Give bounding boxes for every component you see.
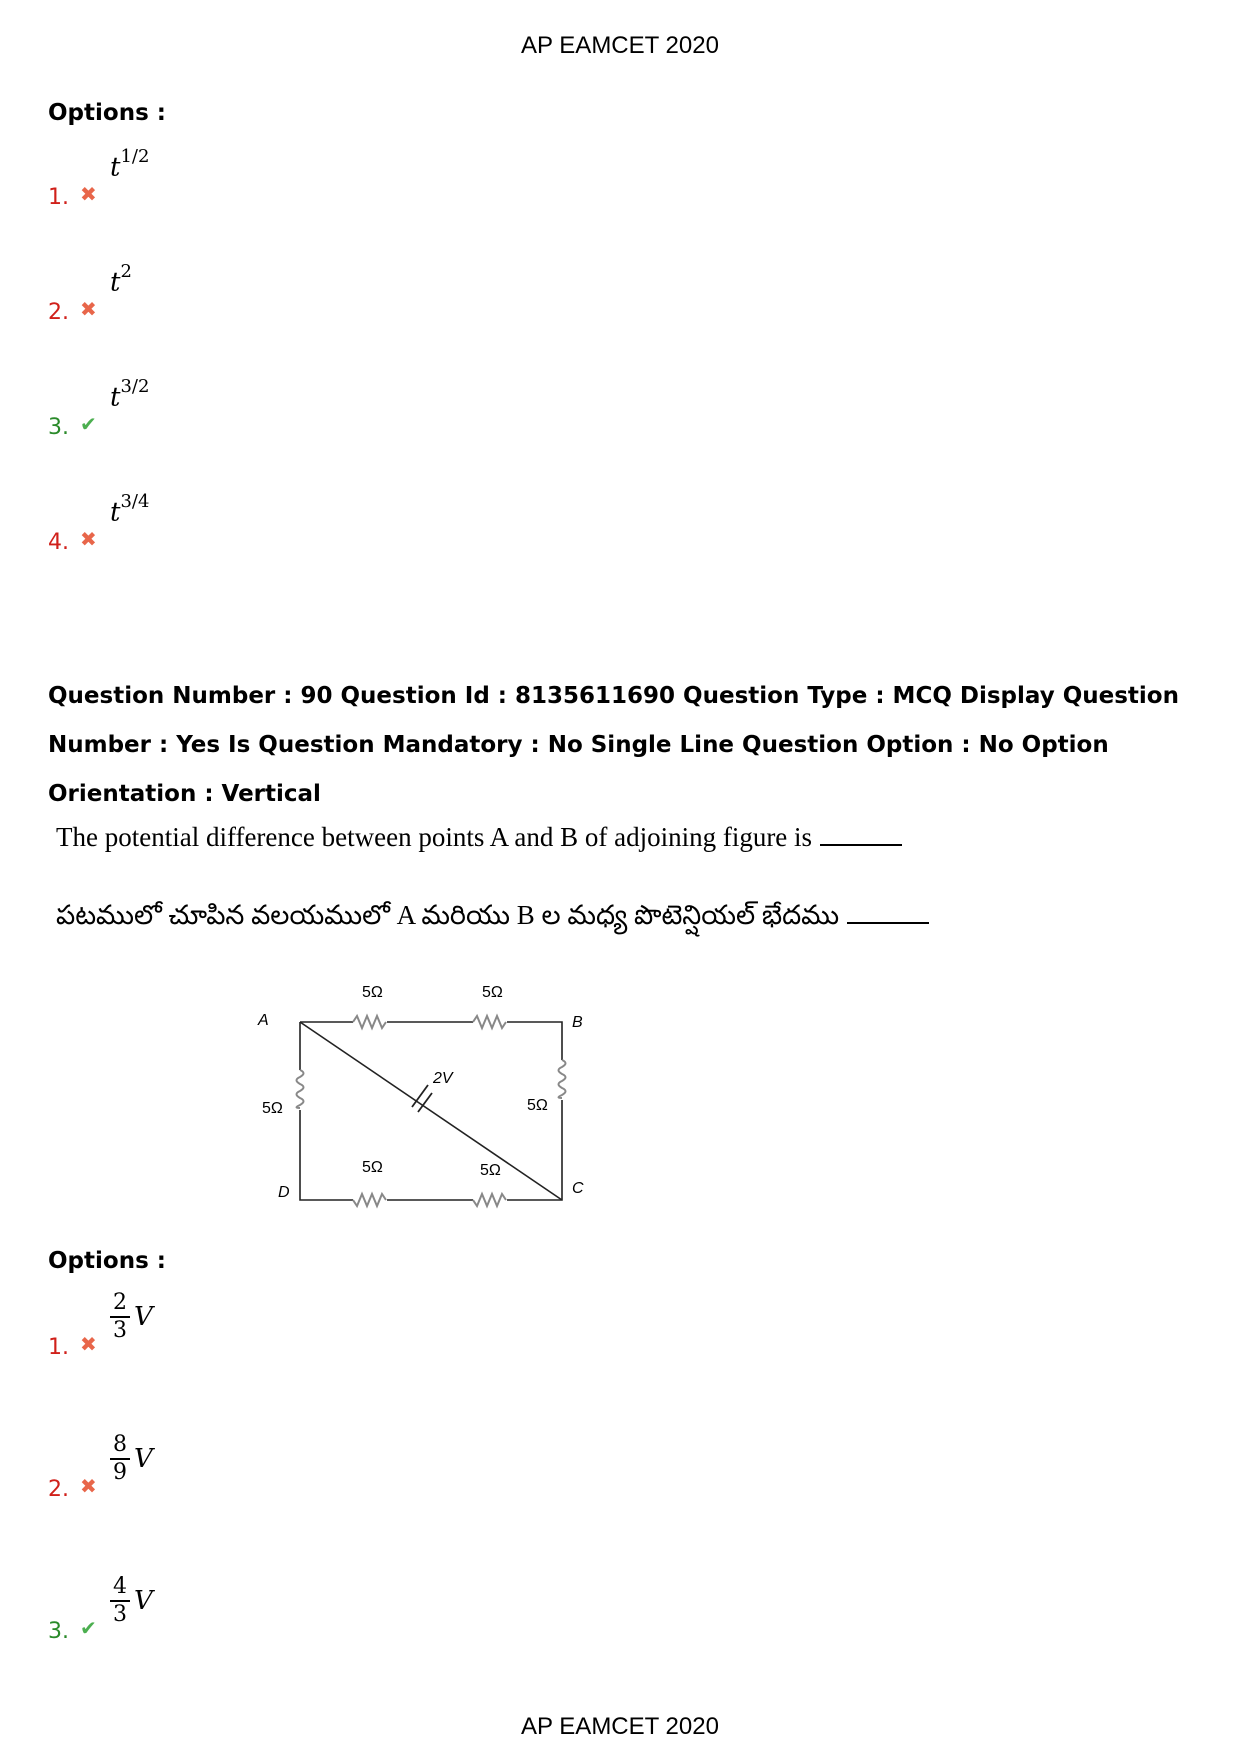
option-item	[48, 146, 448, 210]
math-base: t	[110, 152, 121, 183]
unit: V	[134, 1586, 153, 1616]
math-exponent: 3/2	[120, 376, 150, 397]
option-item	[48, 376, 448, 440]
option-number: 3.	[48, 1619, 69, 1644]
page-header: AP EAMCET 2020	[521, 32, 719, 59]
answer-blank	[820, 844, 902, 846]
node-d: D	[278, 1184, 290, 1201]
resistor-label: 5Ω	[362, 984, 383, 1001]
question-text-te	[56, 900, 929, 938]
math-exponent: 1/2	[120, 146, 150, 167]
options-label: Options :	[48, 100, 166, 126]
question-text-en	[56, 822, 902, 853]
numerator: 8	[110, 1432, 130, 1460]
option-math	[110, 376, 150, 413]
node-c: C	[572, 1180, 584, 1197]
option-fraction	[110, 1290, 153, 1344]
option-math	[110, 146, 150, 183]
denominator: 3	[113, 1318, 127, 1343]
resistor-label: 5Ω	[527, 1097, 548, 1114]
cross-icon: ✖	[80, 1474, 97, 1498]
option-number: 3.	[48, 415, 69, 440]
option-fraction	[110, 1432, 153, 1486]
check-icon: ✔	[80, 1616, 97, 1640]
option-number: 2.	[48, 300, 69, 325]
numerator: 4	[110, 1574, 130, 1602]
unit: V	[134, 1302, 153, 1332]
option-item	[48, 261, 448, 325]
unit: V	[134, 1444, 153, 1474]
node-b: B	[572, 1014, 583, 1031]
math-base: t	[110, 267, 121, 298]
math-base: t	[110, 497, 121, 528]
cross-icon: ✖	[80, 182, 97, 206]
cross-icon: ✖	[80, 527, 97, 551]
circuit-figure	[250, 975, 610, 1220]
option-number: 1.	[48, 185, 69, 210]
math-base: t	[110, 382, 121, 413]
check-icon: ✔	[80, 412, 97, 436]
resistor-label: 5Ω	[362, 1159, 383, 1176]
cross-icon: ✖	[80, 297, 97, 321]
option-item	[48, 491, 448, 555]
battery-label: 2V	[433, 1070, 453, 1087]
option-item	[48, 1290, 448, 1360]
denominator: 3	[113, 1602, 127, 1627]
option-item	[48, 1574, 448, 1644]
answer-blank	[847, 922, 929, 924]
numerator: 2	[110, 1290, 130, 1318]
options-label: Options :	[48, 1248, 166, 1274]
resistor-label: 5Ω	[480, 1162, 501, 1179]
option-number: 4.	[48, 530, 69, 555]
denominator: 9	[113, 1460, 127, 1485]
option-number: 1.	[48, 1335, 69, 1360]
option-item	[48, 1432, 448, 1502]
page-footer: AP EAMCET 2020	[521, 1713, 719, 1740]
math-exponent: 3/4	[120, 491, 150, 512]
question-meta: Question Number : 90 Question Id : 8135611690 Question Type : MCQ Display Question Number : Yes Is Question Mandatory : No Single Line Question Option : No Option Orientation : Vertical	[48, 683, 1179, 807]
node-a: A	[258, 1012, 269, 1029]
question-text: The potential difference between points A and B of adjoining figure is	[56, 822, 813, 852]
cross-icon: ✖	[80, 1332, 97, 1356]
option-fraction	[110, 1574, 153, 1628]
resistor-label: 5Ω	[262, 1100, 283, 1117]
option-math	[110, 261, 132, 298]
question-text-telugu: పటములో చూపిన వలయములో A మరియు B ల మధ్య పొటెన్షియల్ భేదము	[56, 900, 840, 930]
option-math	[110, 491, 150, 528]
math-exponent: 2	[120, 261, 132, 282]
resistor-label: 5Ω	[482, 984, 503, 1001]
option-number: 2.	[48, 1477, 69, 1502]
